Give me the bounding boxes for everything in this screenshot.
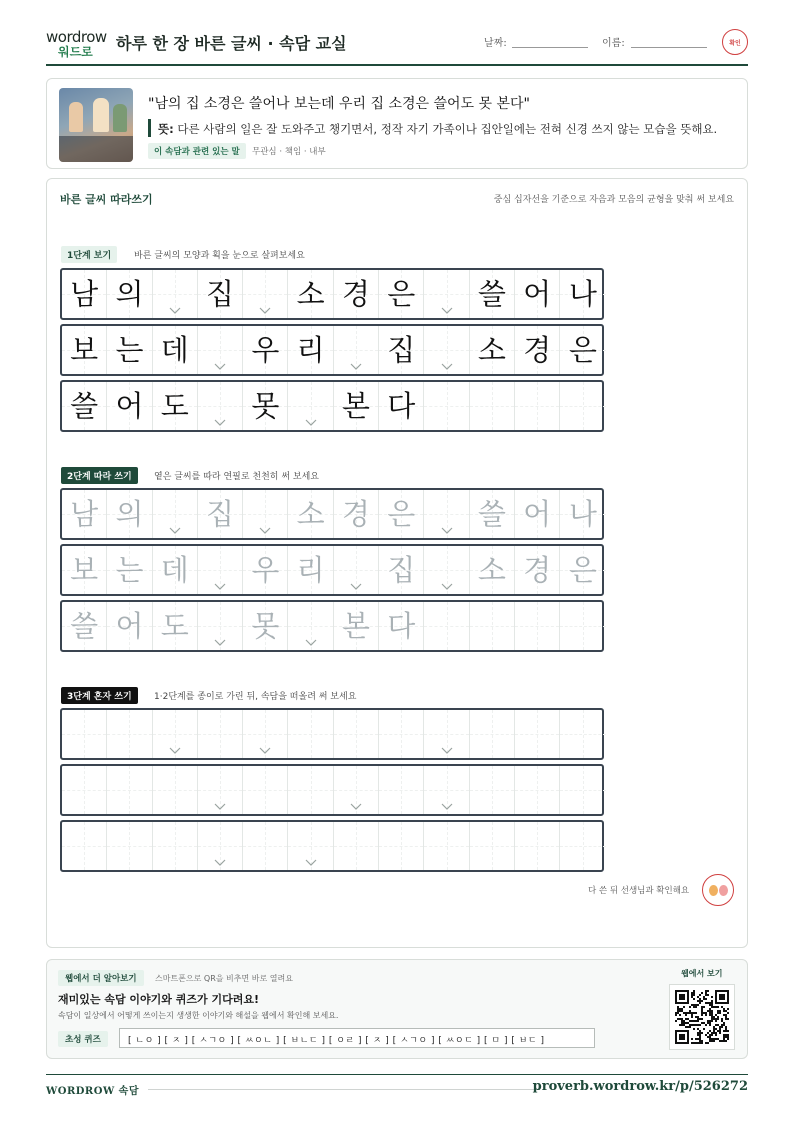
writing-cell[interactable] — [334, 490, 379, 538]
writing-cell[interactable] — [62, 822, 107, 870]
practice-character: 경 — [523, 333, 552, 367]
space-chevron-icon — [214, 859, 226, 867]
chosung-quiz: [ ㄴㅇ ] [ ㅈ ] [ ㅅㄱㅇ ] [ ㅆㅇㄴ ] [ ㅂㄴㄷ ] [ ㅇㄹ ] [ ㅈ ] [ ㅅㄱㅇ ] [ ㅆㅇㄷ ] [ ㅁ ] [ ㅂㄷ ] — [119, 1028, 595, 1048]
practice-character: 우 — [251, 553, 280, 587]
writing-cell[interactable] — [153, 766, 198, 814]
writing-cell[interactable] — [153, 822, 198, 870]
writing-cell — [243, 270, 288, 318]
practice-character: 본 — [341, 389, 370, 423]
web-subtitle: 속담이 일상에서 어떻게 쓰이는지 생생한 이야기와 해설을 웹에서 확인해 보세요. — [58, 1011, 339, 1020]
writing-row — [60, 324, 604, 376]
writing-cell[interactable] — [198, 822, 243, 870]
writing-cell[interactable] — [107, 490, 152, 538]
practice-character: 은 — [568, 333, 597, 367]
space-chevron-icon — [350, 583, 362, 591]
writing-cell — [424, 382, 469, 430]
name-label: 이름: — [602, 38, 625, 49]
name-field[interactable] — [631, 47, 707, 48]
writing-cell — [379, 326, 424, 374]
writing-cell[interactable] — [515, 710, 560, 758]
practice-character: 경 — [523, 553, 552, 587]
writing-cell — [198, 270, 243, 318]
web-promo-card — [46, 959, 748, 1059]
writing-cell[interactable] — [424, 546, 469, 594]
practice-character: 소 — [477, 333, 506, 367]
writing-cell[interactable] — [560, 710, 605, 758]
writing-cell[interactable] — [515, 822, 560, 870]
writing-cell[interactable] — [288, 490, 333, 538]
writing-cell[interactable] — [379, 766, 424, 814]
writing-cell[interactable] — [243, 822, 288, 870]
writing-cell — [470, 382, 515, 430]
practice-title: 바른 글씨 따라쓰기 — [60, 193, 153, 206]
practice-character: 도 — [160, 389, 189, 423]
writing-cell — [153, 382, 198, 430]
practice-character: 데 — [160, 333, 189, 367]
practice-character: 보 — [70, 553, 99, 587]
practice-character: 다 — [387, 389, 416, 423]
writing-cell — [62, 326, 107, 374]
practice-character: 은 — [387, 277, 416, 311]
writing-cell[interactable] — [379, 822, 424, 870]
writing-cell — [198, 326, 243, 374]
writing-cell[interactable] — [424, 710, 469, 758]
writing-cell — [62, 270, 107, 318]
writing-cell[interactable] — [243, 766, 288, 814]
space-chevron-icon — [441, 583, 453, 591]
qr-label: 웹에서 보기 — [681, 969, 723, 978]
writing-cell[interactable] — [153, 546, 198, 594]
space-chevron-icon — [259, 307, 271, 315]
writing-cell — [560, 326, 605, 374]
writing-cell — [470, 326, 515, 374]
writing-cell[interactable] — [470, 822, 515, 870]
meaning-body: 다른 사람의 일은 잘 도와주고 챙기면서, 정작 자기 가족이나 집안일에는 전혀 신경 쓰지 않는 모습을 뜻해요. — [177, 122, 718, 136]
writing-cell — [243, 382, 288, 430]
writing-cell[interactable] — [62, 602, 107, 650]
practice-character: 어 — [523, 497, 552, 531]
writing-cell[interactable] — [424, 602, 469, 650]
writing-cell[interactable] — [424, 766, 469, 814]
practice-character: 집 — [206, 497, 235, 531]
practice-character: 쓸 — [70, 609, 99, 643]
writing-cell[interactable] — [334, 710, 379, 758]
writing-cell — [288, 326, 333, 374]
writing-cell[interactable] — [153, 490, 198, 538]
meaning-text — [158, 121, 717, 137]
space-chevron-icon — [169, 307, 181, 315]
writing-cell — [107, 326, 152, 374]
writing-cell — [515, 382, 560, 430]
practice-character: 소 — [296, 277, 325, 311]
practice-character: 데 — [160, 553, 189, 587]
stamp-text: 확인 — [729, 39, 741, 47]
writing-cell[interactable] — [107, 766, 152, 814]
writing-cell — [334, 270, 379, 318]
writing-cell[interactable] — [515, 490, 560, 538]
writing-cell — [470, 270, 515, 318]
space-chevron-icon — [350, 363, 362, 371]
practice-character: 쓸 — [477, 497, 506, 531]
qr-code-icon[interactable] — [669, 984, 735, 1050]
space-chevron-icon — [214, 803, 226, 811]
practice-character: 경 — [341, 277, 370, 311]
writing-cell — [515, 326, 560, 374]
practice-character: 리 — [296, 553, 325, 587]
writing-cell — [107, 270, 152, 318]
check-stamp-icon — [722, 29, 748, 55]
related-label: 이 속담과 관련 있는 말 — [148, 143, 246, 159]
space-chevron-icon — [214, 363, 226, 371]
space-chevron-icon — [259, 527, 271, 535]
writing-cell[interactable] — [334, 546, 379, 594]
practice-character: 남 — [70, 497, 99, 531]
practice-character: 집 — [206, 277, 235, 311]
writing-row — [60, 380, 604, 432]
space-chevron-icon — [214, 583, 226, 591]
writing-cell — [62, 382, 107, 430]
footer-rule — [148, 1089, 540, 1090]
proverb-illustration — [59, 88, 133, 162]
writing-cell[interactable] — [243, 602, 288, 650]
writing-cell[interactable] — [560, 546, 605, 594]
practice-character: 소 — [296, 497, 325, 531]
writing-cell[interactable] — [515, 602, 560, 650]
meaning-accent-bar — [148, 119, 151, 137]
writing-cell[interactable] — [424, 490, 469, 538]
writing-cell[interactable] — [153, 710, 198, 758]
writing-cell[interactable] — [243, 546, 288, 594]
practice-character: 리 — [296, 333, 325, 367]
footer-url[interactable]: proverb.wordrow.kr/p/526272 — [532, 1079, 748, 1094]
space-chevron-icon — [441, 527, 453, 535]
writing-cell — [288, 270, 333, 318]
practice-character: 은 — [387, 497, 416, 531]
writing-cell — [198, 382, 243, 430]
logo-top-text: wordrow — [46, 28, 107, 46]
footer-brand: WORDROW 속담 — [46, 1086, 139, 1097]
practice-character: 집 — [387, 553, 416, 587]
writing-cell[interactable] — [379, 490, 424, 538]
practice-character: 나 — [568, 497, 597, 531]
writing-cell — [334, 326, 379, 374]
practice-character: 어 — [523, 277, 552, 311]
practice-character: 보 — [70, 333, 99, 367]
writing-row[interactable] — [60, 488, 604, 540]
space-chevron-icon — [350, 803, 362, 811]
space-chevron-icon — [305, 859, 317, 867]
writing-cell[interactable] — [288, 710, 333, 758]
writing-cell — [515, 270, 560, 318]
writing-row[interactable] — [60, 764, 604, 816]
step1-desc: 바른 글씨의 모양과 획을 눈으로 살펴보세요 — [134, 251, 305, 261]
practice-character: 못 — [251, 389, 280, 423]
space-chevron-icon — [441, 307, 453, 315]
writing-cell[interactable] — [62, 490, 107, 538]
done-text: 다 쓴 뒤 선생님과 확인해요 — [588, 886, 690, 896]
writing-row — [60, 268, 604, 320]
teacher-stamp-icon — [702, 874, 734, 906]
practice-character: 는 — [115, 333, 144, 367]
space-chevron-icon — [214, 639, 226, 647]
writing-cell[interactable] — [334, 602, 379, 650]
writing-cell — [334, 382, 379, 430]
writing-cell[interactable] — [107, 546, 152, 594]
page-header — [46, 26, 748, 66]
step3-desc: 1·2단계를 종이로 가린 뒤, 속담을 떠올려 써 보세요 — [154, 692, 357, 702]
practice-character: 어 — [115, 389, 144, 423]
space-chevron-icon — [169, 527, 181, 535]
practice-character: 우 — [251, 333, 280, 367]
writing-cell[interactable] — [515, 546, 560, 594]
space-chevron-icon — [305, 639, 317, 647]
space-chevron-icon — [441, 803, 453, 811]
writing-cell[interactable] — [288, 602, 333, 650]
space-chevron-icon — [259, 747, 271, 755]
writing-cell[interactable] — [62, 546, 107, 594]
writing-cell[interactable] — [198, 546, 243, 594]
step3-badge: 3단계 혼자 쓰기 — [61, 687, 138, 704]
writing-cell[interactable] — [470, 546, 515, 594]
writing-cell[interactable] — [288, 546, 333, 594]
practice-character: 다 — [387, 609, 416, 643]
writing-cell[interactable] — [560, 490, 605, 538]
writing-cell[interactable] — [470, 602, 515, 650]
writing-cell[interactable] — [62, 766, 107, 814]
practice-character: 쓸 — [70, 389, 99, 423]
writing-cell — [288, 382, 333, 430]
date-field[interactable] — [512, 47, 588, 48]
practice-character: 소 — [477, 553, 506, 587]
writing-cell[interactable] — [198, 766, 243, 814]
writing-cell — [424, 270, 469, 318]
writing-cell[interactable] — [470, 710, 515, 758]
writing-cell[interactable] — [198, 710, 243, 758]
writing-cell[interactable] — [379, 546, 424, 594]
proverb-meaning-card — [46, 78, 748, 169]
writing-cell[interactable] — [334, 766, 379, 814]
space-chevron-icon — [305, 419, 317, 427]
proverb-text: "남의 집 소경은 쓸어나 보는데 우리 집 소경은 쓸어도 못 본다" — [148, 96, 530, 112]
writing-cell — [379, 270, 424, 318]
writing-cell[interactable] — [198, 490, 243, 538]
writing-cell[interactable] — [243, 710, 288, 758]
practice-character: 나 — [568, 277, 597, 311]
writing-cell[interactable] — [379, 602, 424, 650]
logo-bottom-text: 워드로 — [58, 45, 93, 59]
writing-cell[interactable] — [243, 490, 288, 538]
meaning-label: 뜻: — [158, 122, 174, 136]
writing-cell[interactable] — [107, 822, 152, 870]
writing-cell — [243, 326, 288, 374]
practice-character: 의 — [115, 497, 144, 531]
writing-row[interactable] — [60, 544, 604, 596]
writing-cell — [379, 382, 424, 430]
date-label: 날짜: — [484, 38, 507, 49]
practice-character: 의 — [115, 277, 144, 311]
practice-character: 어 — [115, 609, 144, 643]
quiz-label: 초성 퀴즈 — [58, 1031, 108, 1047]
writing-cell — [153, 270, 198, 318]
practice-character: 도 — [160, 609, 189, 643]
practice-character: 쓸 — [477, 277, 506, 311]
practice-character: 못 — [251, 609, 280, 643]
space-chevron-icon — [441, 363, 453, 371]
writing-cell[interactable] — [470, 766, 515, 814]
practice-character: 집 — [387, 333, 416, 367]
space-chevron-icon — [214, 419, 226, 427]
space-chevron-icon — [169, 747, 181, 755]
practice-character: 은 — [568, 553, 597, 587]
writing-cell — [560, 270, 605, 318]
writing-cell[interactable] — [560, 766, 605, 814]
step2-desc: 옅은 글씨를 따라 연필로 천천히 써 보세요 — [154, 472, 319, 482]
writing-cell[interactable] — [107, 602, 152, 650]
practice-hint: 중심 십자선을 기준으로 자음과 모음의 균형을 맞춰 써 보세요 — [493, 195, 734, 205]
writing-cell — [424, 326, 469, 374]
web-title: 재미있는 속담 이야기와 퀴즈가 기다려요! — [58, 993, 259, 1006]
writing-cell[interactable] — [470, 490, 515, 538]
writing-row[interactable] — [60, 600, 604, 652]
page-title: 하루 한 장 바른 글씨 · 속담 교실 — [116, 34, 347, 53]
web-badge: 웹에서 더 알아보기 — [58, 970, 144, 986]
writing-cell[interactable] — [153, 602, 198, 650]
writing-cell[interactable] — [560, 602, 605, 650]
practice-character: 경 — [341, 497, 370, 531]
web-hint: 스마트폰으로 QR을 비추면 바로 열려요 — [155, 974, 293, 983]
writing-cell[interactable] — [424, 822, 469, 870]
practice-character: 는 — [115, 553, 144, 587]
writing-cell[interactable] — [334, 822, 379, 870]
writing-cell — [560, 382, 605, 430]
writing-cell[interactable] — [288, 766, 333, 814]
step1-badge: 1단계 보기 — [61, 246, 117, 263]
writing-cell[interactable] — [515, 766, 560, 814]
writing-row[interactable] — [60, 820, 604, 872]
space-chevron-icon — [441, 747, 453, 755]
writing-cell[interactable] — [107, 710, 152, 758]
writing-cell — [107, 382, 152, 430]
writing-row[interactable] — [60, 708, 604, 760]
writing-cell[interactable] — [560, 822, 605, 870]
writing-cell[interactable] — [379, 710, 424, 758]
practice-character: 본 — [341, 609, 370, 643]
practice-character: 남 — [70, 277, 99, 311]
footer-divider — [46, 1074, 748, 1075]
wordrow-logo — [46, 28, 106, 60]
writing-cell[interactable] — [198, 602, 243, 650]
writing-cell — [153, 326, 198, 374]
related-words: 무관심 · 책임 · 내부 — [252, 147, 326, 157]
writing-cell[interactable] — [62, 710, 107, 758]
writing-cell[interactable] — [288, 822, 333, 870]
step2-badge: 2단계 따라 쓰기 — [61, 467, 138, 484]
